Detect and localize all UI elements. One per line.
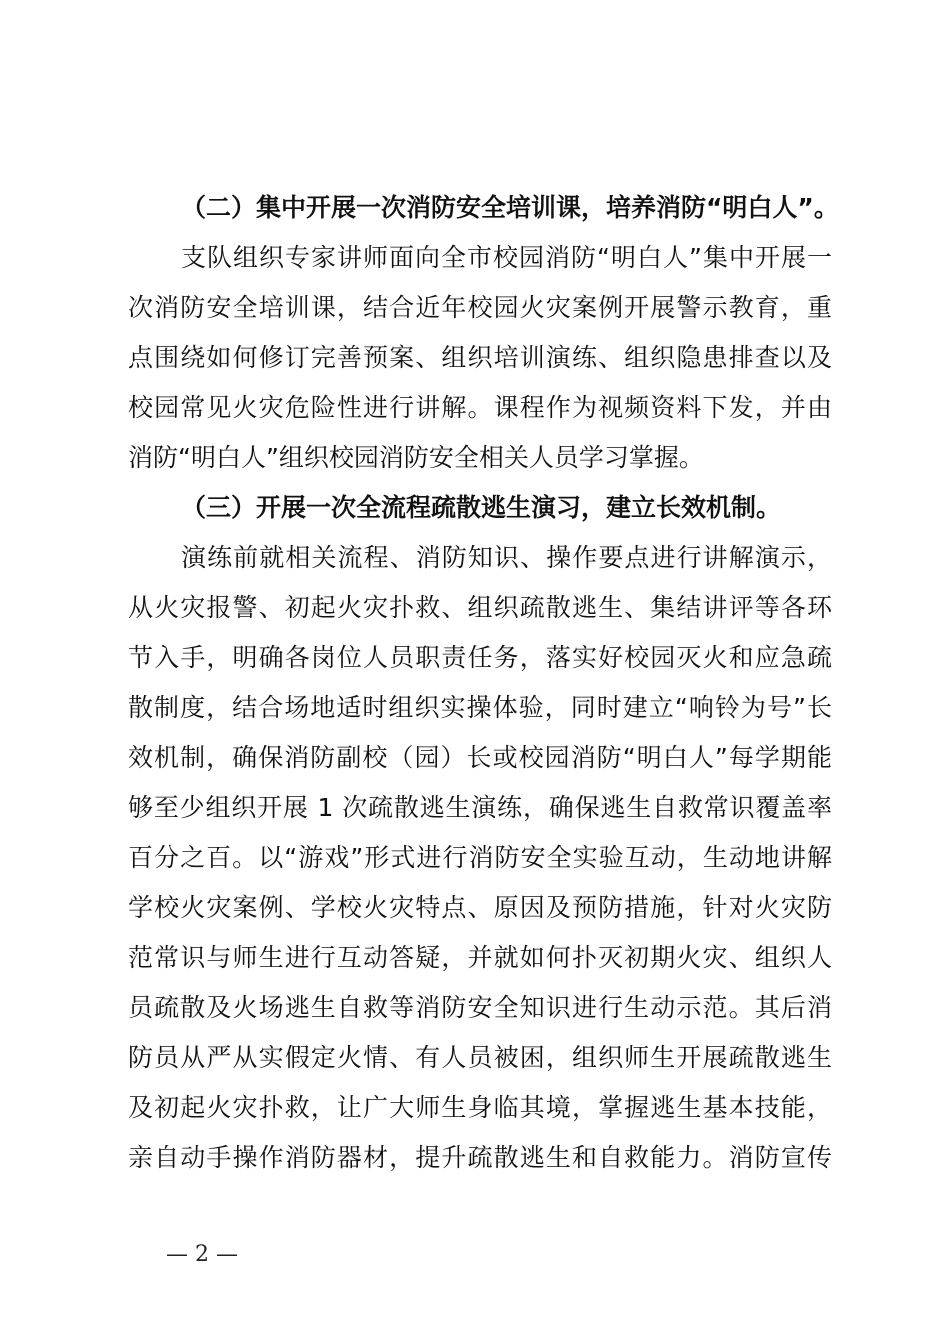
paragraph-line: 员疏散及火场逃生自救等消防安全知识进行生动示范。其后消 <box>128 993 832 1022</box>
paragraph-line: 次消防安全培训课，结合近年校园火灾案例开展警示教育，重 <box>128 293 832 322</box>
paragraph-line: 从火灾报警、初起火灾扑救、组织疏散逃生、集结讲评等各环 <box>128 593 832 622</box>
paragraph-line: 效机制，确保消防副校（园）长或校园消防“明白人”每学期能 <box>128 743 832 772</box>
paragraph-line: 散制度，结合场地适时组织实操体验，同时建立“响铃为号”长 <box>128 693 832 722</box>
paragraph-line: 够至少组织开展 1 次疏散逃生演练，确保逃生自救常识覆盖率 <box>128 793 832 822</box>
document-body <box>128 183 839 1183</box>
paragraph-line: 点围绕如何修订完善预案、组织培训演练、组织隐患排查以及 <box>128 343 832 372</box>
paragraph-line: 演练前就相关流程、消防知识、操作要点进行讲解演示， <box>181 543 832 572</box>
page-number: — 2 — <box>166 1242 238 1267</box>
paragraph-line: 节入手，明确各岗位人员职责任务，落实好校园灭火和应急疏 <box>128 643 832 672</box>
paragraph-line: 防员从严从实假定火情、有人员被困，组织师生开展疏散逃生 <box>128 1043 832 1072</box>
paragraph-line: 亲自动手操作消防器材，提升疏散逃生和自救能力。消防宣传 <box>128 1143 832 1172</box>
paragraph-line: 及初起火灾扑救，让广大师生身临其境，掌握逃生基本技能， <box>128 1093 832 1122</box>
section-heading-3: （三）开展一次全流程疏散逃生演习，建立长效机制。 <box>181 493 782 522</box>
paragraph-line: 百分之百。以“游戏”形式进行消防安全实验互动，生动地讲解 <box>128 843 832 872</box>
section-heading-2: （二）集中开展一次消防安全培训课，培养消防“明白人”。 <box>181 193 839 222</box>
paragraph-line: 范常识与师生进行互动答疑，并就如何扑灭初期火灾、组织人 <box>128 943 832 972</box>
paragraph-line: 学校火灾案例、学校火灾特点、原因及预防措施，针对火灾防 <box>128 893 832 922</box>
paragraph-line: 支队组织专家讲师面向全市校园消防“明白人”集中开展一 <box>181 243 832 272</box>
paragraph-line: 校园常见火灾危险性进行讲解。课程作为视频资料下发，并由 <box>128 393 832 422</box>
paragraph-line: 消防“明白人”组织校园消防安全相关人员学习掌握。 <box>128 443 704 472</box>
